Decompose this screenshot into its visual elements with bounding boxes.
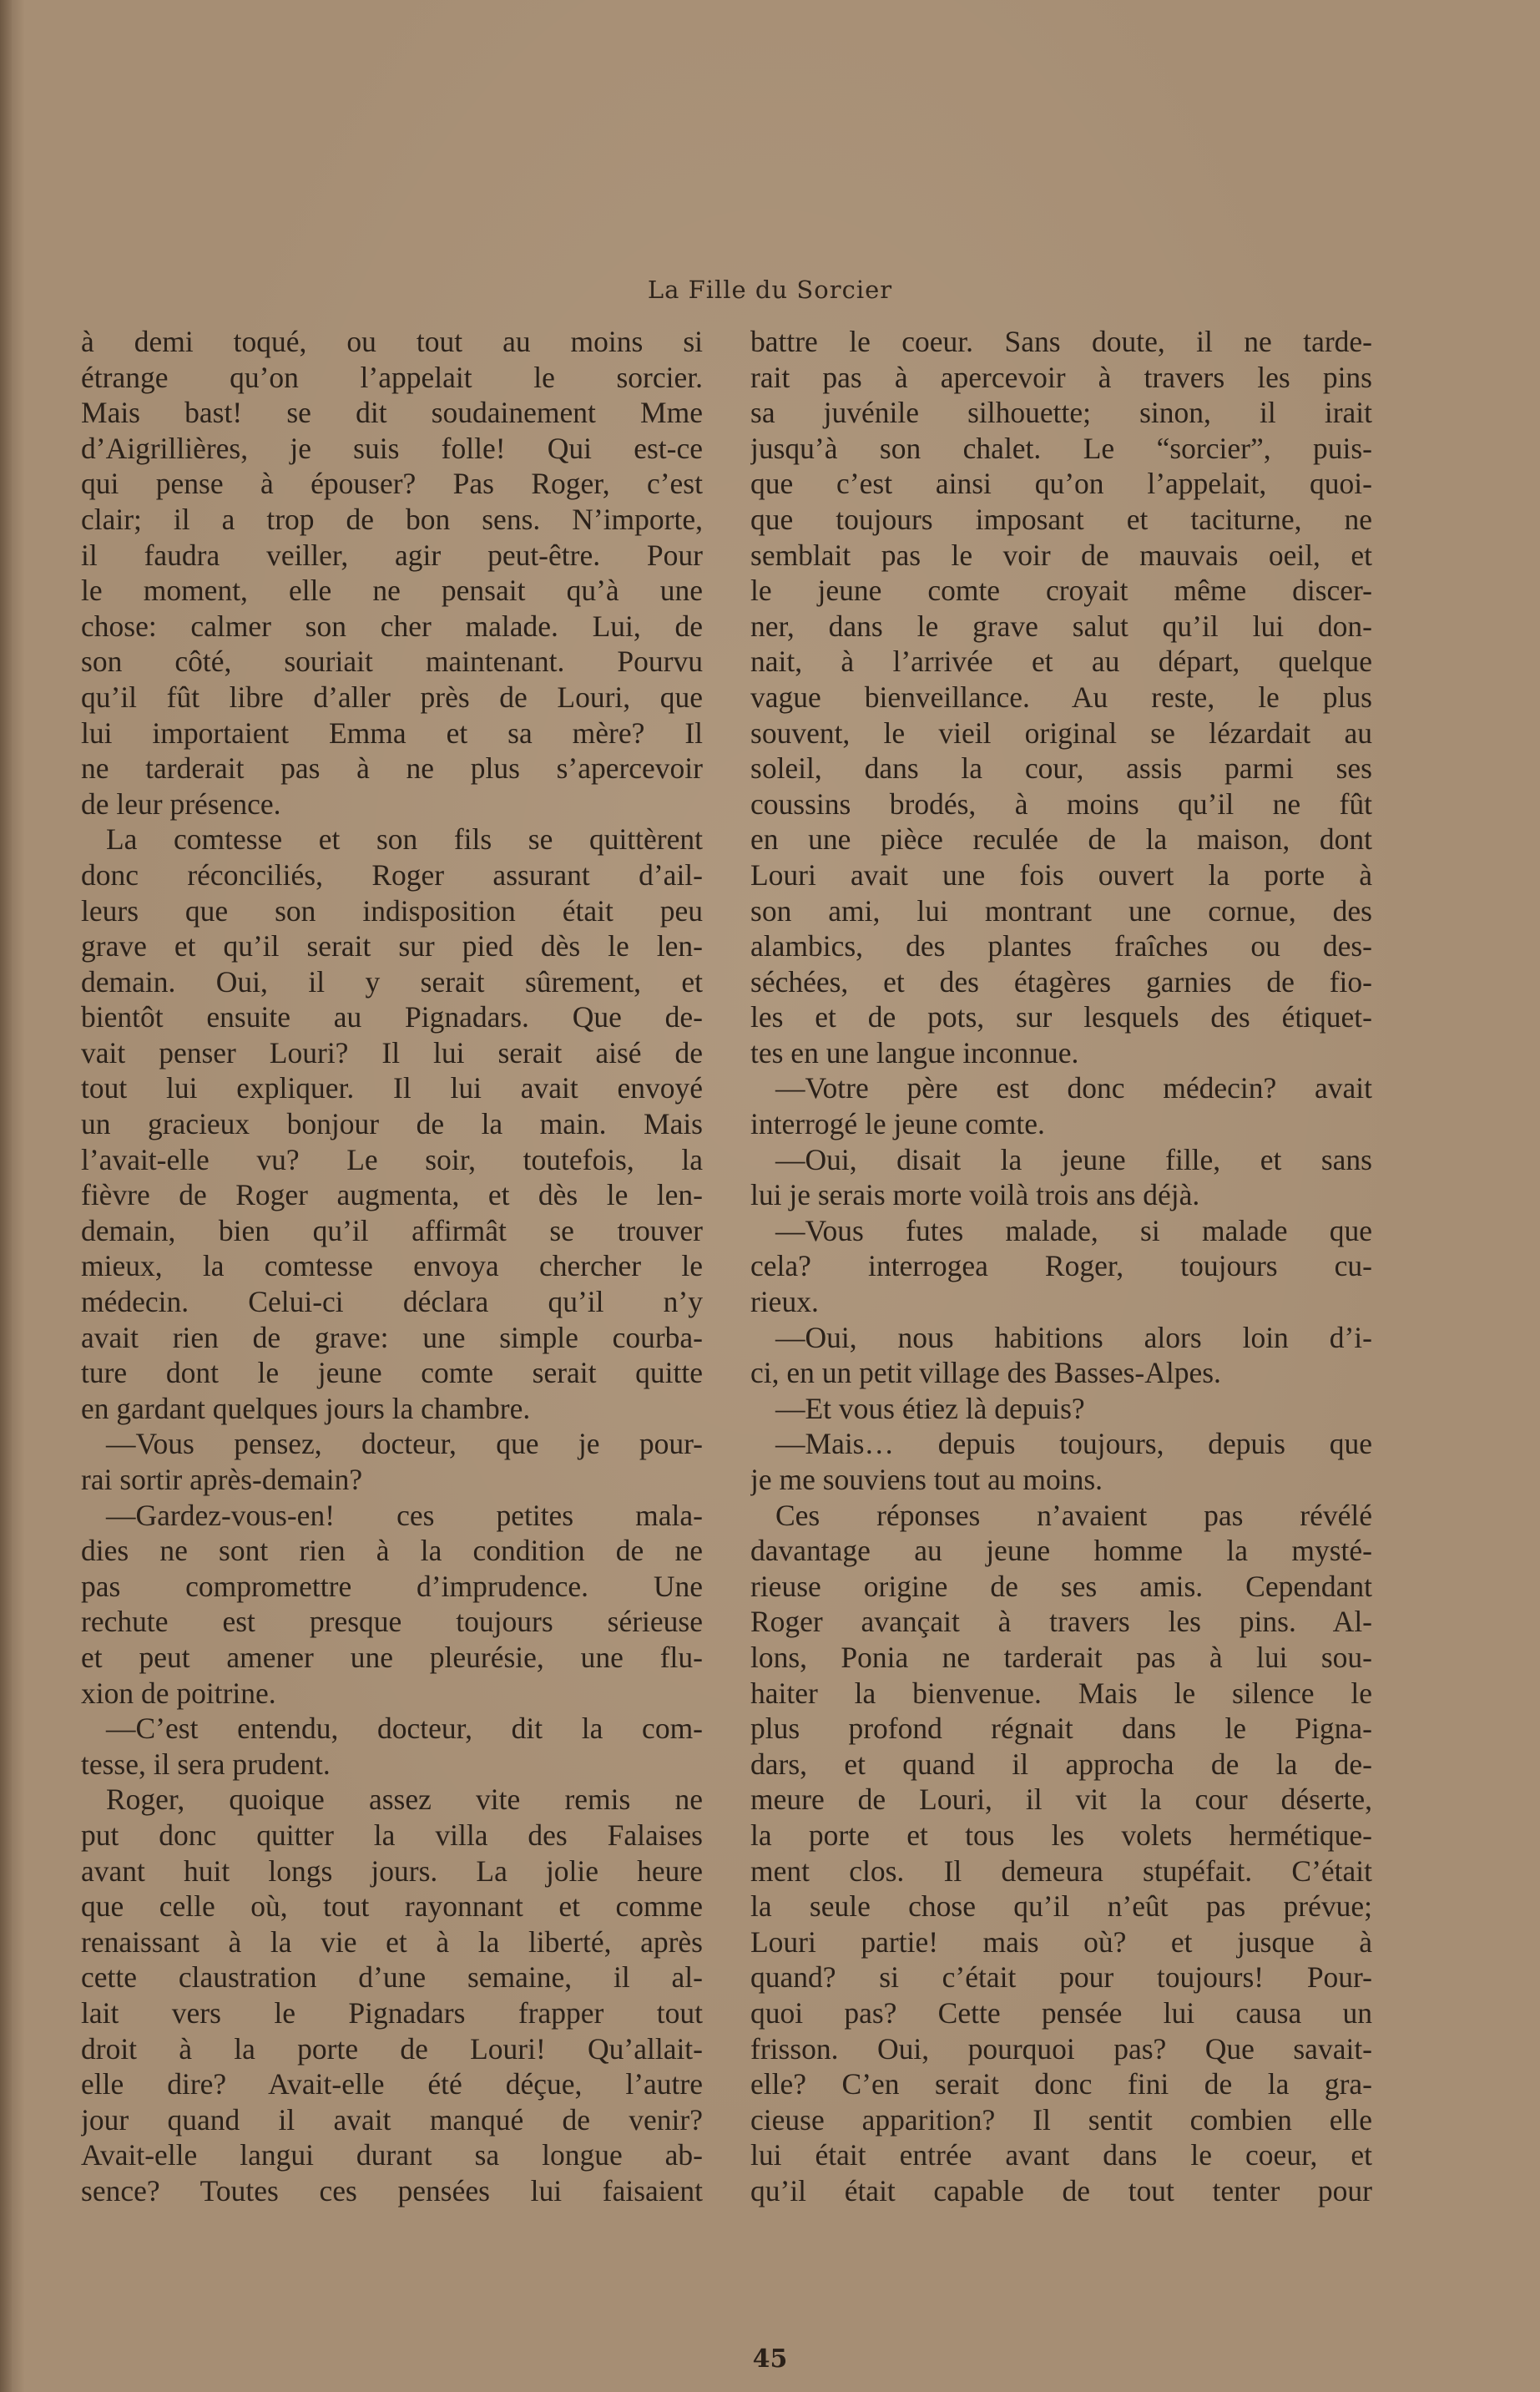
- text-line: je me souviens tout au moins.: [750, 1463, 1103, 1496]
- text-line: frisson. Oui, pourquoi pas? Que savait-: [750, 2031, 1372, 2066]
- text-line: cela? interrogea Roger, toujours cu-: [750, 1249, 1372, 1283]
- text-line: donc réconciliés, Roger assurant d’ail-: [81, 857, 703, 892]
- text-line: plus profond régnait dans le Pigna-: [750, 1712, 1372, 1746]
- text-line: —Mais… depuis toujours, depuis que: [775, 1427, 1372, 1461]
- text-line: pas compromettre d’imprudence. Une: [81, 1569, 703, 1603]
- text-line: lons, Ponia ne tarderait pas à lui sou-: [750, 1640, 1372, 1674]
- text-line: haiter la bienvenue. Mais le silence le: [750, 1676, 1372, 1710]
- text-line: un gracieux bonjour de la main. Mais: [81, 1107, 703, 1141]
- text-line: soleil, dans la cour, assis parmi ses: [750, 751, 1372, 786]
- text-line: Louri partie! mais où? et jusque à: [750, 1924, 1372, 1959]
- text-line: la porte et tous les volets hermétique-: [750, 1818, 1372, 1852]
- text-line: avait rien de grave: une simple courba-: [81, 1320, 703, 1354]
- text-line: mieux, la comtesse envoya chercher le: [81, 1249, 703, 1283]
- text-line: chose: calmer son cher malade. Lui, de: [81, 609, 703, 643]
- text-line: quand? si c’était pour toujours! Pour-: [750, 1960, 1372, 1995]
- text-line: sa juvénile silhouette; sinon, il irait: [750, 396, 1372, 430]
- text-line: souvent, le vieil original se lézardait au: [750, 716, 1372, 750]
- book-spine-edge: [0, 0, 12, 2392]
- text-line: son ami, lui montrant une cornue, des: [750, 893, 1372, 928]
- text-line: —Oui, disait la jeune fille, et sans: [775, 1142, 1372, 1176]
- text-line: ci, en un petit village des Basses-Alpes.: [750, 1356, 1221, 1390]
- text-line: renaissant à la vie et à la liberté, après: [81, 1924, 703, 1959]
- text-line: droit à la porte de Louri! Qu’allait-: [81, 2031, 703, 2066]
- text-line: rait pas à apercevoir à travers les pins: [750, 360, 1372, 394]
- text-line: avant huit longs jours. La jolie heure: [81, 1853, 703, 1888]
- text-line: à demi toqué, ou tout au moins si: [81, 325, 703, 358]
- text-line: —Votre père est donc médecin? avait: [775, 1071, 1372, 1105]
- text-line: le jeune comte croyait même discer-: [750, 574, 1372, 608]
- text-line: quoi pas? Cette pensée lui causa un: [750, 1995, 1372, 2030]
- text-line: davantage au jeune homme la mysté-: [750, 1534, 1372, 1568]
- text-line: rieuse origine de ses amis. Cependant: [750, 1569, 1372, 1603]
- text-line: rieux.: [750, 1285, 819, 1319]
- text-line: que celle où, tout rayonnant et comme: [81, 1889, 703, 1924]
- text-line: lait vers le Pignadars frapper tout: [81, 1995, 703, 2030]
- text-line: Mais bast! se dit soudainement Mme: [81, 396, 703, 430]
- text-line: nait, à l’arrivée et au départ, quelque: [750, 645, 1372, 679]
- text-line: que c’est ainsi qu’on l’appelait, quoi-: [750, 467, 1372, 501]
- page-number: 45: [752, 2344, 788, 2374]
- text-line: et peut amener une pleurésie, une flu-: [81, 1640, 703, 1674]
- right-text-column: [750, 324, 1372, 2208]
- text-line: grave et qu’il serait sur pied dès le len-: [81, 929, 703, 963]
- text-line: fièvre de Roger augmenta, et dès le len-: [81, 1178, 703, 1212]
- text-line: sence? Toutes ces pensées lui faisaient: [81, 2173, 703, 2207]
- text-line: leurs que son indisposition était peu: [81, 893, 703, 928]
- text-line: demain. Oui, il y serait sûrement, et: [81, 964, 703, 999]
- text-line: dies ne sont rien à la condition de ne: [81, 1534, 703, 1568]
- text-line: étrange qu’on l’appelait le sorcier.: [81, 360, 703, 394]
- text-line: le moment, elle ne pensait qu’à une: [81, 574, 703, 608]
- text-line: lui je serais morte voilà trois ans déjà.: [750, 1178, 1200, 1212]
- text-line: —Oui, nous habitions alors loin d’i-: [775, 1320, 1372, 1354]
- text-line: Avait-elle langui durant sa longue ab-: [81, 2138, 703, 2172]
- text-line: elle dire? Avait-elle été déçue, l’autre: [81, 2067, 703, 2101]
- text-line: d’Aigrillières, je suis folle! Qui est-ce: [81, 431, 703, 465]
- text-line: put donc quitter la villa des Falaises: [81, 1818, 703, 1852]
- text-line: ne tarderait pas à ne plus s’apercevoir: [81, 751, 703, 786]
- text-line: de leur présence.: [81, 786, 281, 821]
- text-line: la seule chose qu’il n’eût pas prévue;: [750, 1889, 1372, 1924]
- text-line: interrogé le jeune comte.: [750, 1107, 1045, 1141]
- text-line: tes en une langue inconnue.: [750, 1035, 1079, 1070]
- text-line: séchées, et des étagères garnies de fio-: [750, 964, 1372, 999]
- text-line: qui pense à épouser? Pas Roger, c’est: [81, 467, 703, 501]
- text-line: —Vous futes malade, si malade que: [775, 1213, 1372, 1247]
- text-line: tesse, il sera prudent.: [81, 1747, 331, 1781]
- text-line: bientôt ensuite au Pignadars. Que de-: [81, 1000, 703, 1034]
- text-line: —Gardez-vous-en! ces petites mala-: [106, 1498, 703, 1532]
- text-line: —C’est entendu, docteur, dit la com-: [106, 1712, 703, 1746]
- text-line: son côté, souriait maintenant. Pourvu: [81, 645, 703, 679]
- text-line: en une pièce reculée de la maison, dont: [750, 822, 1372, 857]
- text-line: médecin. Celui-ci déclara qu’il n’y: [81, 1285, 703, 1319]
- text-line: coussins brodés, à moins qu’il ne fût: [750, 786, 1372, 821]
- text-line: semblait pas le voir de mauvais oeil, et: [750, 538, 1372, 572]
- text-line: demain, bien qu’il affirmât se trouver: [81, 1213, 703, 1247]
- text-line: Roger, quoique assez vite remis ne: [106, 1783, 703, 1817]
- text-line: ture dont le jeune comte serait quitte: [81, 1356, 703, 1390]
- text-line: rai sortir après-demain?: [81, 1463, 363, 1496]
- text-line: lui importaient Emma et sa mère? Il: [81, 716, 703, 750]
- text-line: qu’il était capable de tout tenter pour: [750, 2173, 1372, 2207]
- text-line: en gardant quelques jours la chambre.: [81, 1391, 531, 1425]
- text-line: il faudra veiller, agir peut-être. Pour: [81, 538, 703, 572]
- text-line: vait penser Louri? Il lui serait aisé de: [81, 1035, 703, 1070]
- text-line: dars, et quand il approcha de la de-: [750, 1747, 1372, 1781]
- text-line: xion de poitrine.: [81, 1676, 276, 1710]
- text-line: cette claustration d’une semaine, il al-: [81, 1960, 703, 1995]
- text-line: —Et vous étiez là depuis?: [775, 1391, 1085, 1425]
- text-line: rechute est presque toujours sérieuse: [81, 1605, 703, 1639]
- text-line: battre le coeur. Sans doute, il ne tarde-: [750, 325, 1372, 358]
- text-line: qu’il fût libre d’aller près de Louri, que: [81, 680, 703, 714]
- text-line: Louri avait une fois ouvert la porte à: [750, 857, 1372, 892]
- running-head: La Fille du Sorcier: [647, 276, 893, 304]
- text-line: Roger avançait à travers les pins. Al-: [750, 1605, 1372, 1639]
- text-line: —Vous pensez, docteur, que je pour-: [106, 1427, 703, 1461]
- text-line: les et de pots, sur lesquels des étiquet-: [750, 1000, 1372, 1034]
- text-line: lui était entrée avant dans le coeur, et: [750, 2138, 1372, 2172]
- text-line: ner, dans le grave salut qu’il lui don-: [750, 609, 1372, 643]
- text-line: l’avait-elle vu? Le soir, toutefois, la: [81, 1142, 703, 1176]
- text-line: Ces réponses n’avaient pas révélé: [775, 1498, 1372, 1532]
- text-line: clair; il a trop de bon sens. N’importe,: [81, 502, 703, 536]
- text-line: meure de Louri, il vit la cour déserte,: [750, 1783, 1372, 1817]
- text-line: tout lui expliquer. Il lui avait envoyé: [81, 1071, 703, 1105]
- text-line: que toujours imposant et taciturne, ne: [750, 502, 1372, 536]
- text-line: cieuse apparition? Il sentit combien elle: [750, 2102, 1372, 2137]
- text-line: vague bienveillance. Au reste, le plus: [750, 680, 1372, 714]
- text-line: elle? C’en serait donc fini de la gra-: [750, 2067, 1372, 2101]
- left-text-column: [81, 324, 703, 2208]
- text-line: jusqu’à son chalet. Le “sorcier”, puis-: [750, 431, 1372, 465]
- text-line: jour quand il avait manqué de venir?: [81, 2102, 703, 2137]
- text-line: La comtesse et son fils se quittèrent: [106, 822, 703, 857]
- text-line: alambics, des plantes fraîches ou des-: [750, 929, 1372, 963]
- text-line: ment clos. Il demeura stupéfait. C’était: [750, 1853, 1372, 1888]
